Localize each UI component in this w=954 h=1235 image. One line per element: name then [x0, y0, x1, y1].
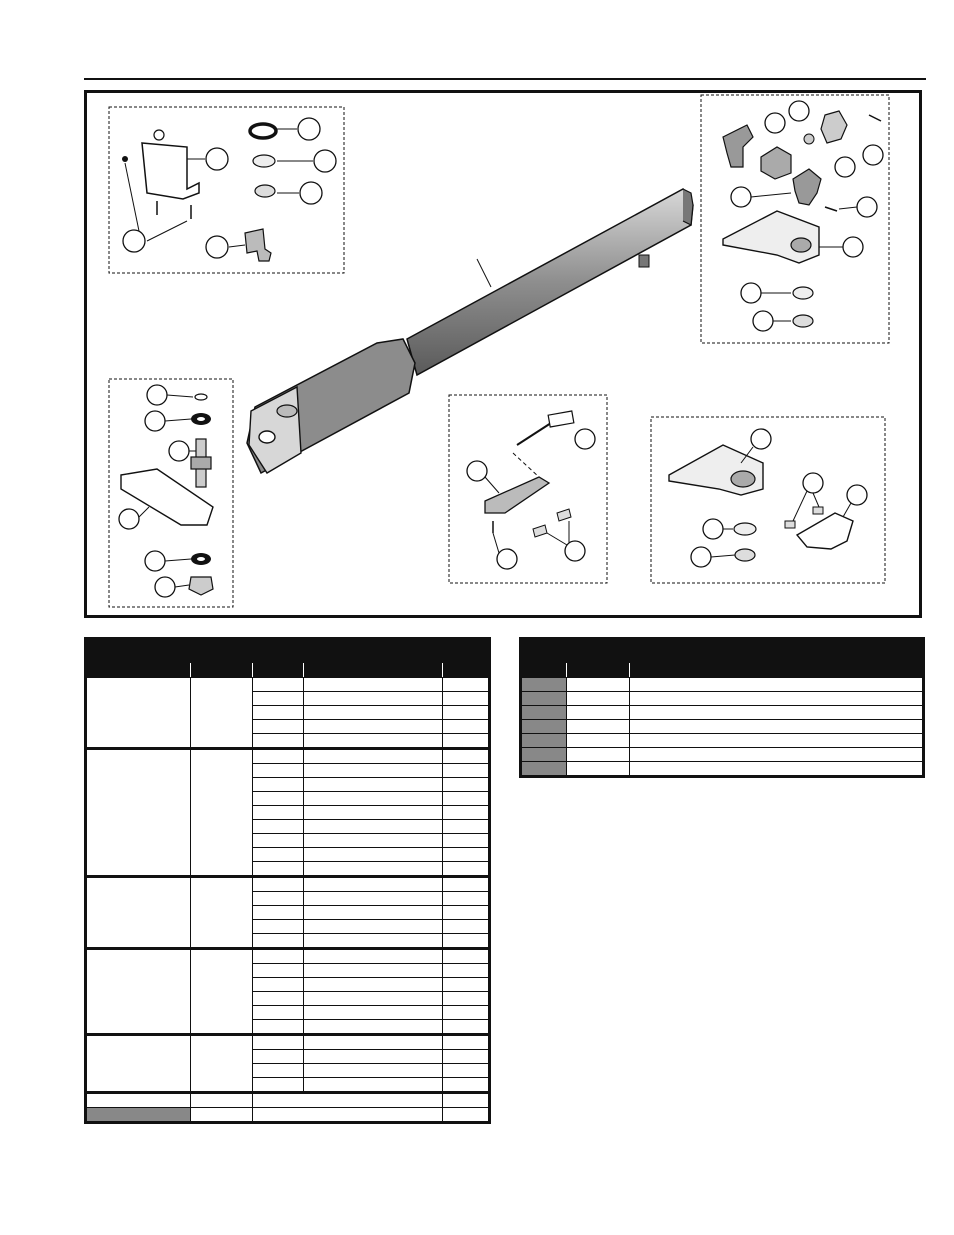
arm-leader: [477, 259, 491, 287]
clevis-right: [793, 169, 821, 205]
table-row: [521, 748, 924, 762]
table-row: [521, 706, 924, 720]
callout-circle: [703, 519, 723, 539]
callout-circle: [751, 429, 771, 449]
table-header-row: [521, 663, 924, 678]
washer-rb: [734, 523, 756, 535]
callout-circle: [147, 385, 167, 405]
grey-cell: [521, 692, 567, 706]
clip-ring: [255, 185, 275, 197]
retainer-clip: [797, 513, 853, 549]
callout-circle: [691, 547, 711, 567]
table-footer-row: [86, 1093, 490, 1108]
group-name-cell: [86, 949, 191, 1035]
callout-circle: [155, 577, 175, 597]
callout-circle: [206, 148, 228, 170]
group-name-cell: [86, 749, 191, 877]
mount-bracket: [723, 211, 819, 263]
table-row: [86, 949, 490, 964]
clip-right: [793, 315, 813, 327]
callout-circle: [789, 101, 809, 121]
callout-circle: [803, 473, 823, 493]
grey-cell: [86, 1108, 191, 1123]
clip-rb: [735, 549, 755, 561]
magnet-a: [533, 525, 547, 537]
callout-circle: [741, 283, 761, 303]
callout-circle: [119, 509, 139, 529]
arm-tube: [407, 189, 693, 375]
grey-cell: [521, 678, 567, 692]
table-row: [86, 749, 490, 764]
table-row: [86, 678, 490, 692]
group-name-cell: [86, 678, 191, 749]
callout-circle: [847, 485, 867, 505]
grey-cell: [521, 762, 567, 777]
pad-b: [813, 507, 823, 514]
callout-circle: [765, 113, 785, 133]
table-header-row: [86, 663, 490, 678]
table-title-row: [521, 639, 924, 663]
washer-right: [793, 287, 813, 299]
grey-cell: [521, 706, 567, 720]
mount-eye: [259, 431, 275, 443]
pad-a: [785, 521, 795, 528]
parts-list-table-left: [84, 637, 491, 1124]
pin-screw: [869, 115, 881, 121]
exploded-parts-figure: [84, 90, 922, 618]
group-part-cell: [190, 877, 252, 949]
column-header: [567, 663, 629, 678]
bracket-eye: [791, 238, 811, 252]
table-row: [521, 692, 924, 706]
group-name-cell: [86, 877, 191, 949]
stud-nut: [191, 457, 211, 469]
callout-circle: [300, 182, 322, 204]
magnet-b: [557, 509, 571, 521]
clevis-left: [723, 125, 753, 167]
callout-circle: [206, 236, 228, 258]
table-row: [86, 877, 490, 892]
set-screw: [825, 207, 837, 211]
gear-disc: [821, 111, 847, 143]
group-part-cell: [190, 949, 252, 1035]
sensor-head: [548, 411, 574, 427]
bushing-block: [761, 147, 791, 179]
table-row: [521, 762, 924, 777]
release-port: [277, 405, 297, 417]
column-header: [86, 663, 191, 678]
pivot-kit-group: [109, 379, 233, 607]
mounting-kit-group: [701, 95, 889, 343]
grey-cell: [521, 734, 567, 748]
switch-housing: [485, 477, 549, 513]
column-header: [190, 663, 252, 678]
table-title-row: [86, 639, 490, 663]
column-header: [442, 663, 489, 678]
bracket-plate: [142, 143, 199, 199]
washer-black: [250, 124, 276, 138]
callout-circle: [145, 411, 165, 431]
callout-circle: [145, 551, 165, 571]
operator-arm: [247, 189, 693, 473]
table-row: [521, 734, 924, 748]
callout-circle: [753, 311, 773, 331]
group-part-cell: [190, 1035, 252, 1093]
top-rule: [84, 78, 926, 80]
column-header: [253, 663, 303, 678]
table-title: [521, 639, 924, 663]
release-key: [245, 229, 271, 261]
column-header: [521, 663, 567, 678]
table-footer-row: [86, 1108, 490, 1123]
table-row: [86, 1035, 490, 1050]
grey-cell: [521, 720, 567, 734]
table-row: [521, 720, 924, 734]
switch-kit-group: [449, 395, 607, 583]
callout-circle: [857, 197, 877, 217]
arm-end-cap: [683, 189, 693, 225]
group-name-cell: [86, 1035, 191, 1093]
lock-nut: [189, 577, 213, 595]
bracket-tab: [154, 130, 164, 140]
bracket-kit-group: [651, 417, 885, 583]
callout-circle: [497, 549, 517, 569]
screw-a: [122, 156, 128, 162]
washer-flat: [253, 155, 275, 167]
callout-circle: [169, 441, 189, 461]
rear-bracket-eye: [731, 471, 755, 487]
parts-list-table-right: [519, 637, 925, 778]
table-title: [86, 639, 490, 663]
parts-illustration: [87, 93, 919, 615]
e-clip: [195, 394, 207, 400]
callout-circle: [298, 118, 320, 140]
cap-nut: [804, 134, 814, 144]
callout-circle: [575, 429, 595, 449]
callout-circle: [863, 145, 883, 165]
hardware-kit-group: [109, 107, 344, 273]
callout-circle: [565, 541, 585, 561]
callout-circle: [843, 237, 863, 257]
callout-circle: [314, 150, 336, 172]
arm-pin: [639, 255, 649, 267]
grey-cell: [521, 748, 567, 762]
column-header: [629, 663, 923, 678]
callout-circle: [123, 230, 145, 252]
group-part-cell: [190, 678, 252, 749]
group-part-cell: [190, 749, 252, 877]
table-row: [521, 678, 924, 692]
callout-circle: [467, 461, 487, 481]
sensor-wire: [517, 423, 551, 445]
callout-circle: [731, 187, 751, 207]
callout-circle: [835, 157, 855, 177]
column-header: [303, 663, 442, 678]
